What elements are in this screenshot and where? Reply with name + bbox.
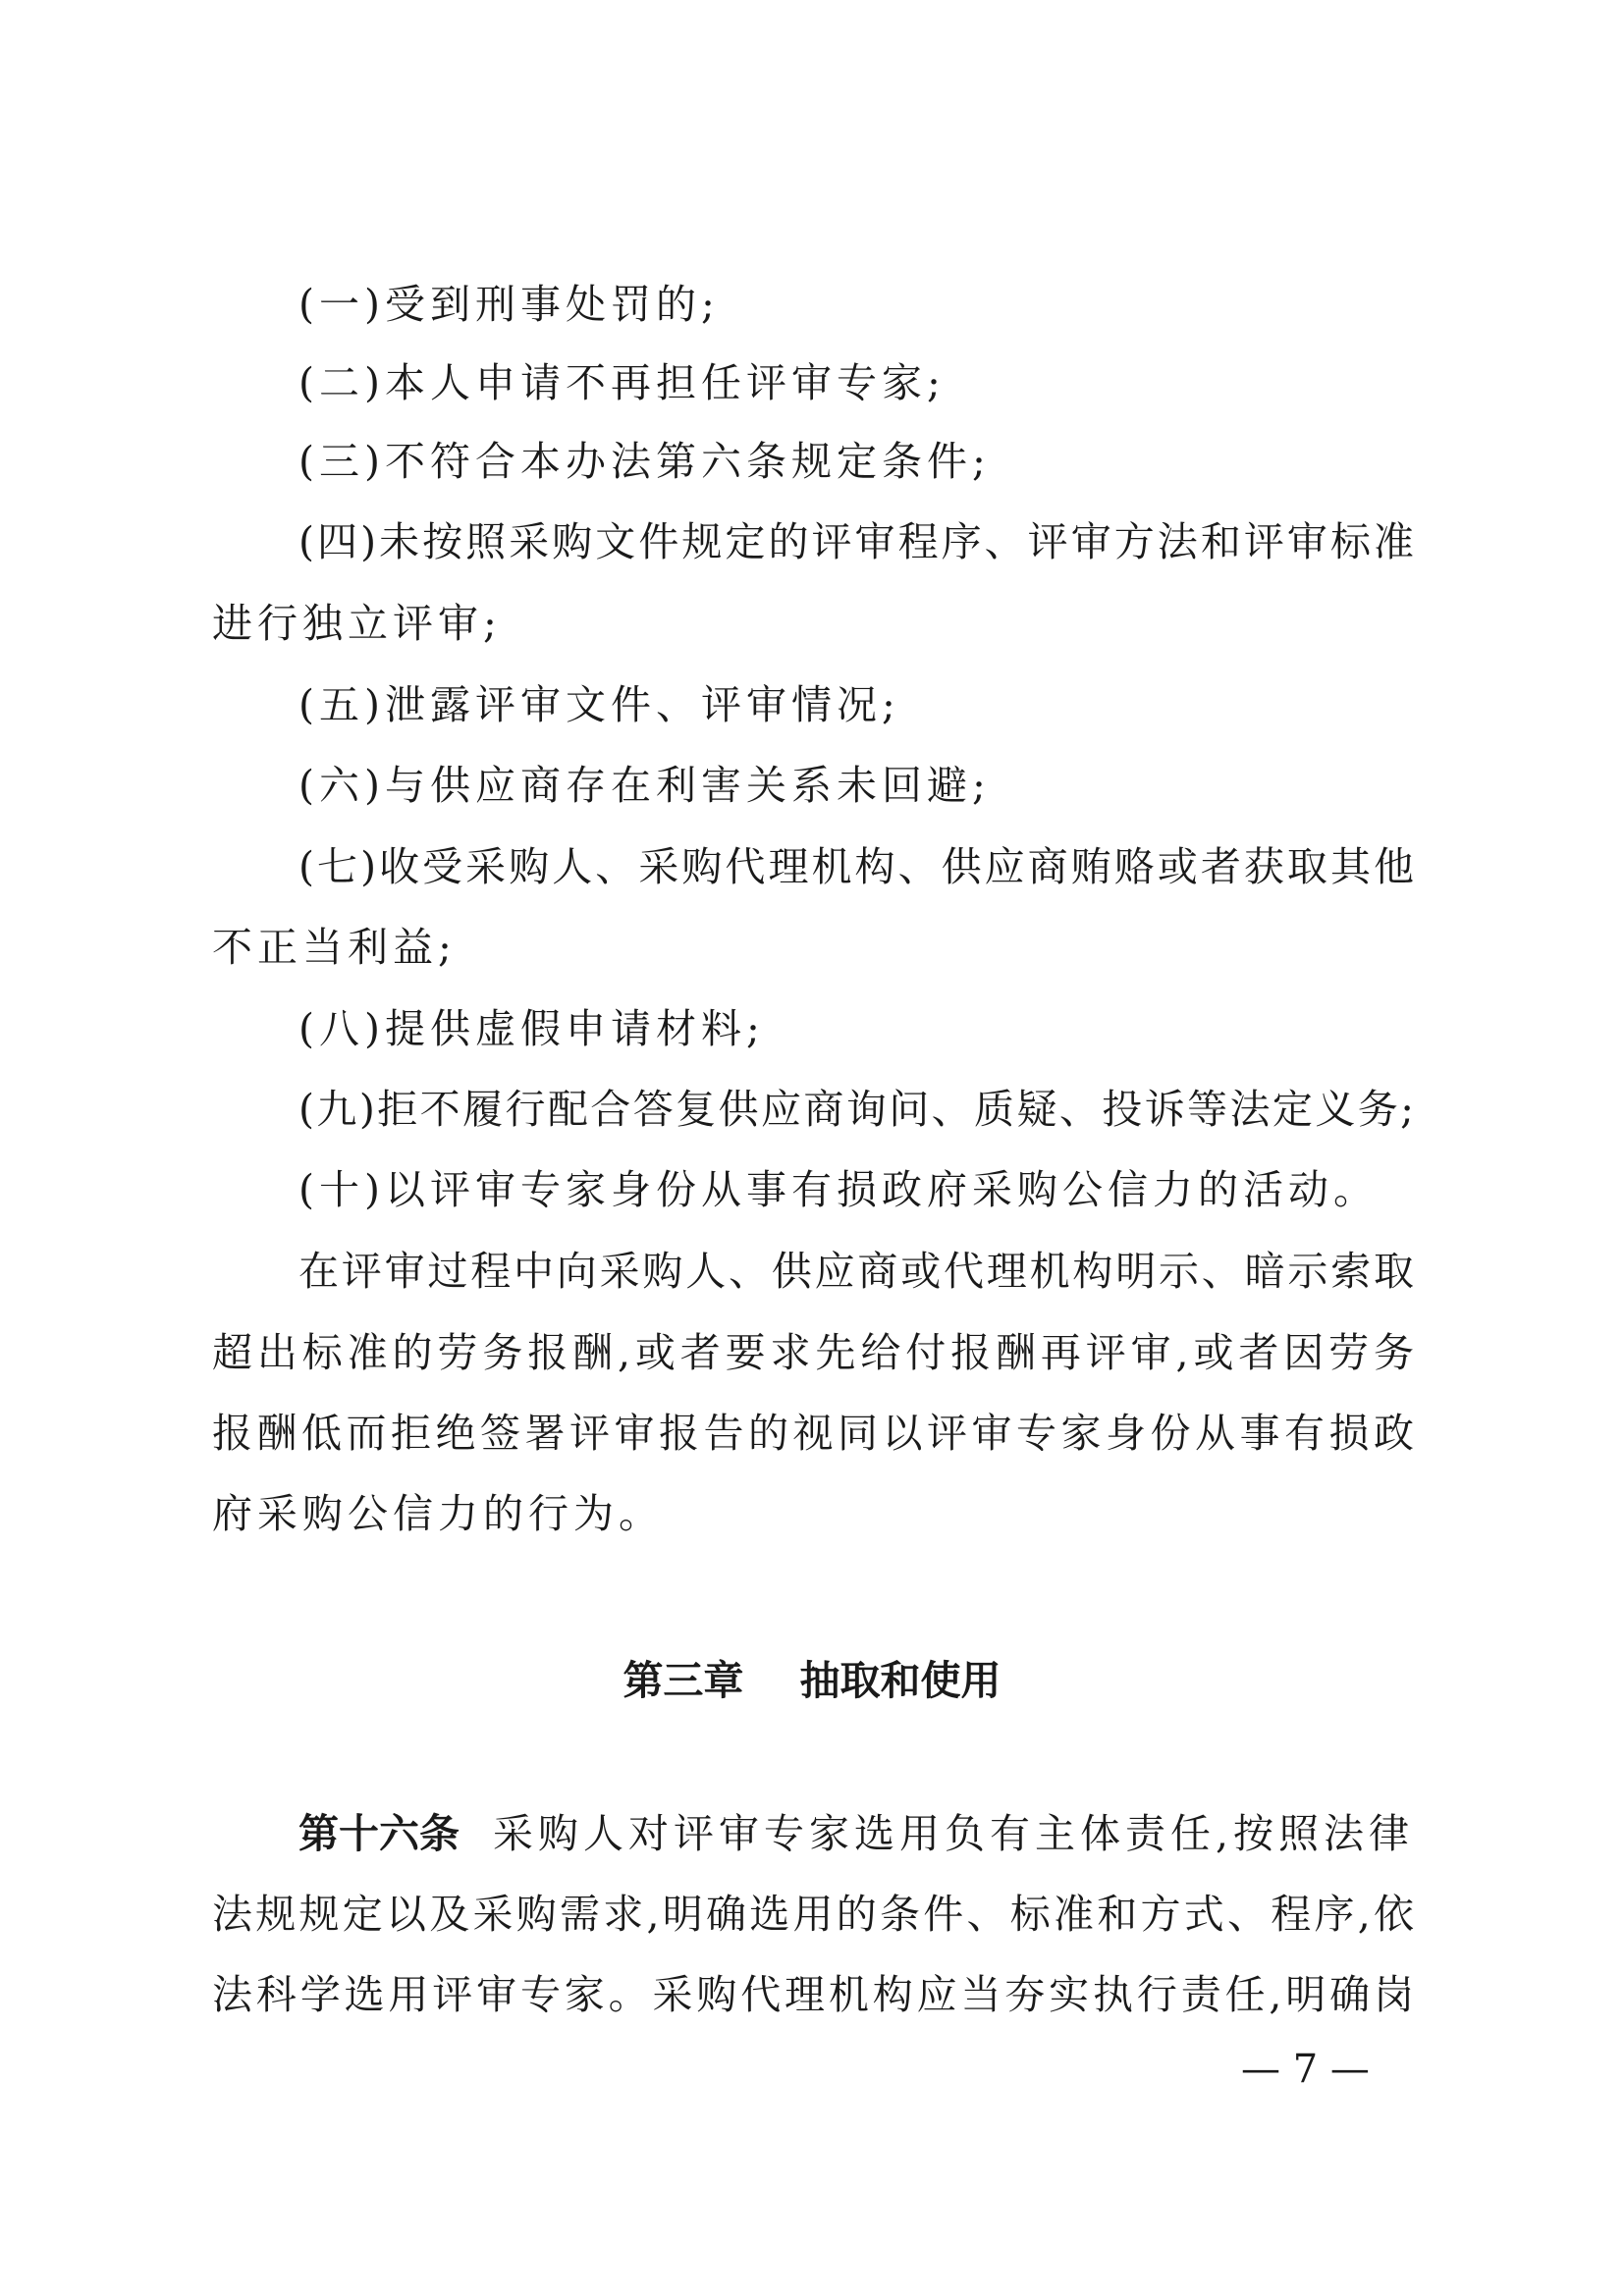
page-number: — 7 — — [1241, 2047, 1370, 2092]
list-item: (五)泄露评审文件、评审情况; — [298, 681, 900, 728]
article-line: 法规规定以及采购需求,明确选用的条件、标准和方式、程序,依 — [212, 1891, 1414, 1938]
article-text: 采购人对评审专家选用负有主体责任,按照法律 — [492, 1810, 1414, 1857]
list-item: (二)本人申请不再担任评审专家; — [298, 359, 946, 406]
list-item-continuation: 进行独立评审; — [212, 600, 502, 647]
paragraph-line: 报酬低而拒绝签署评审报告的视同以评审专家身份从事有损政 — [212, 1410, 1414, 1457]
list-item: (七)收受采购人、采购代理机构、供应商贿赂或者获取其他 — [298, 843, 1414, 890]
article-line: 法科学选用评审专家。采购代理机构应当夯实执行责任,明确岗 — [212, 1971, 1414, 2018]
list-item: (八)提供虚假申请材料; — [298, 1005, 765, 1052]
list-item: (十)以评审专家身份从事有损政府采购公信力的活动。 — [298, 1166, 1379, 1213]
list-item: (一)受到刑事处罚的; — [298, 281, 720, 328]
list-item-continuation: 不正当利益; — [212, 924, 457, 971]
list-item: (九)拒不履行配合答复供应商询问、质疑、投诉等法定义务; — [298, 1086, 1414, 1133]
paragraph-line: 在评审过程中向采购人、供应商或代理机构明示、暗示索取 — [298, 1248, 1414, 1295]
paragraph-line: 超出标准的劳务报酬,或者要求先给付报酬再评审,或者因劳务 — [212, 1329, 1414, 1376]
article-label: 第十六条 — [298, 1810, 460, 1857]
list-item: (四)未按照采购文件规定的评审程序、评审方法和评审标准 — [298, 518, 1414, 565]
chapter-title: 第三章 抽取和使用 — [623, 1657, 1001, 1704]
list-item: (三)不符合本办法第六条规定条件; — [298, 438, 991, 485]
paragraph-line: 府采购公信力的行为。 — [212, 1490, 664, 1537]
list-item: (六)与供应商存在利害关系未回避; — [298, 762, 991, 809]
article-first-line — [298, 1804, 1414, 1863]
